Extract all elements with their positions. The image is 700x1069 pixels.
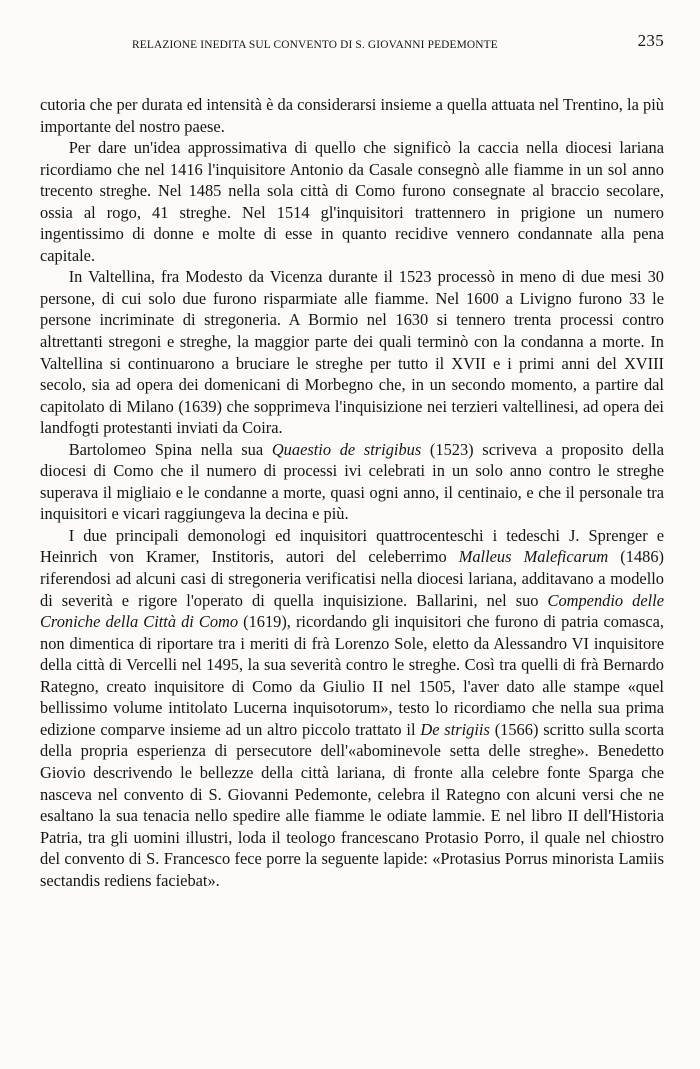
paragraph-2 [40, 137, 664, 266]
paragraph-text: In Valtellina, fra Modesto da Vicenza durante il 1523 processò in meno di due mesi 30 persone, di cui solo due furono risparmiate alle fiamme. Nel 1600 a Livigno furono 33 le persone incriminate di stregoneria. A Bormio nel 1630 si tennero trenta processi contro altrettanti stregoni e streghe, la maggior parte dei quali terminò con la condanna a morte. In Valtellina si continuarono a bruciare le streghe per tutto il XVII e i primi anni del XVIII secolo, sia ad opera dei domenicani di Morbegno che, in un secondo momento, a partire dal capitolato di Milano (1639) che sopprimeva l'inquisizione nei terzieri valtellinesi, ad opera dei landfogti protestanti inviati da Coira. [40, 267, 664, 438]
book-title-italic: De strigiis [420, 719, 490, 739]
paragraph-text: (1523) scriveva a proposito della diocesi di Como che il numero di processi ivi celebrati in un solo anno contro le streghe superava il migliaio e le condanne a morte, quasi ogni anno, il centinaio, e che il personale tra inquisitori e vicari raggiungeva la decina e più. [40, 439, 665, 524]
paragraph-5 [40, 525, 664, 891]
book-title-italic: Compendio delle Croniche della Città di Como [40, 590, 664, 632]
book-title-italic: Malleus Maleficarum [458, 547, 609, 567]
book-title-italic: Quaestio de strigibus [271, 439, 422, 459]
running-header [40, 31, 664, 61]
paragraph-text: Per dare un'idea approssimativa di quello che significò la caccia nella diocesi lariana ricordiamo che nel 1416 l'inquisitore Antonio da Casale consegnò alle fiamme in un sol anno trecento streghe. Nel 1485 nella sola città di Como furono consegnate al braccio secolare, ossia al rogo, 41 streghe. Nel 1514 gl'inquisitori trattennero in prigione un numero ingentissimo di donne e molte di esse in quanto recidive vennero condannate alla pena capitale. [40, 138, 664, 265]
paragraph-text: (1566) scritto sulla scorta della propria esperienza di persecutore dell'«abominevole setta delle streghe». Benedetto Giovio descrivendo le bellezze della città lariana, di fronte alla celebre fonte Sparga che nasceva nel convento di S. Giovanni Pedemonte, celebra il Rategno con alcuni versi che ne esaltano la sua tenacia nello spedire alle fiamme le odiate lammie. E nel libro II dell'Historia Patria, tra gli uomini illustri, loda il teologo francescano Protasio Porro, il quale nel chiostro del convento di S. Francesco fece porre la seguente lapide: «Protasius Porrus minorista Lamiis sectandis rediens faciebat». [40, 719, 664, 890]
paragraph-4 [40, 439, 664, 525]
paragraph-text: Bartolomeo Spina nella sua [68, 439, 272, 459]
paragraph-text: (1619), ricordando gli inquisitori che furono di patria comasca, non dimentica di riportare tra i meriti di frà Lorenzo Sole, eletto da Alessandro VI inquisitore della città di Vercelli nel 1495, la sua severità contro le streghe. Così tra quelli di frà Bernardo Rategno, creato inquisitore di Como da Giulio II nel 1505, l'aver dato alle stampe «quel bellissimo volume intitolato Lucerna inquisotorum», testo lo ricordiamo che nella sua prima edizione comparve insieme ad un altro piccolo trattato il [40, 612, 664, 739]
paragraph-text: cutoria che per durata ed intensità è da considerarsi insieme a quella attuata nel Trentino, la più importante del nostro paese. [40, 95, 664, 136]
paragraph-3 [40, 266, 664, 438]
paragraph-text: (1486) riferendosi ad alcuni casi di stregoneria verificatisi nella diocesi lariana, additavano a modello di severità e rigore l'operato di quella inquisizione. Ballarini, nel suo [40, 547, 664, 610]
running-title: RELAZIONE INEDITA SUL CONVENTO DI S. GIOVANNI PEDEMONTE [132, 39, 498, 51]
paragraph-text: I due principali demonologi ed inquisitori quattrocenteschi i tedeschi J. Sprenger e Heinrich von Kramer, Institoris, autori del celeberrimo [40, 525, 664, 567]
paragraph-1 [40, 94, 664, 137]
page-number: 235 [637, 31, 664, 50]
body-text [40, 94, 664, 891]
